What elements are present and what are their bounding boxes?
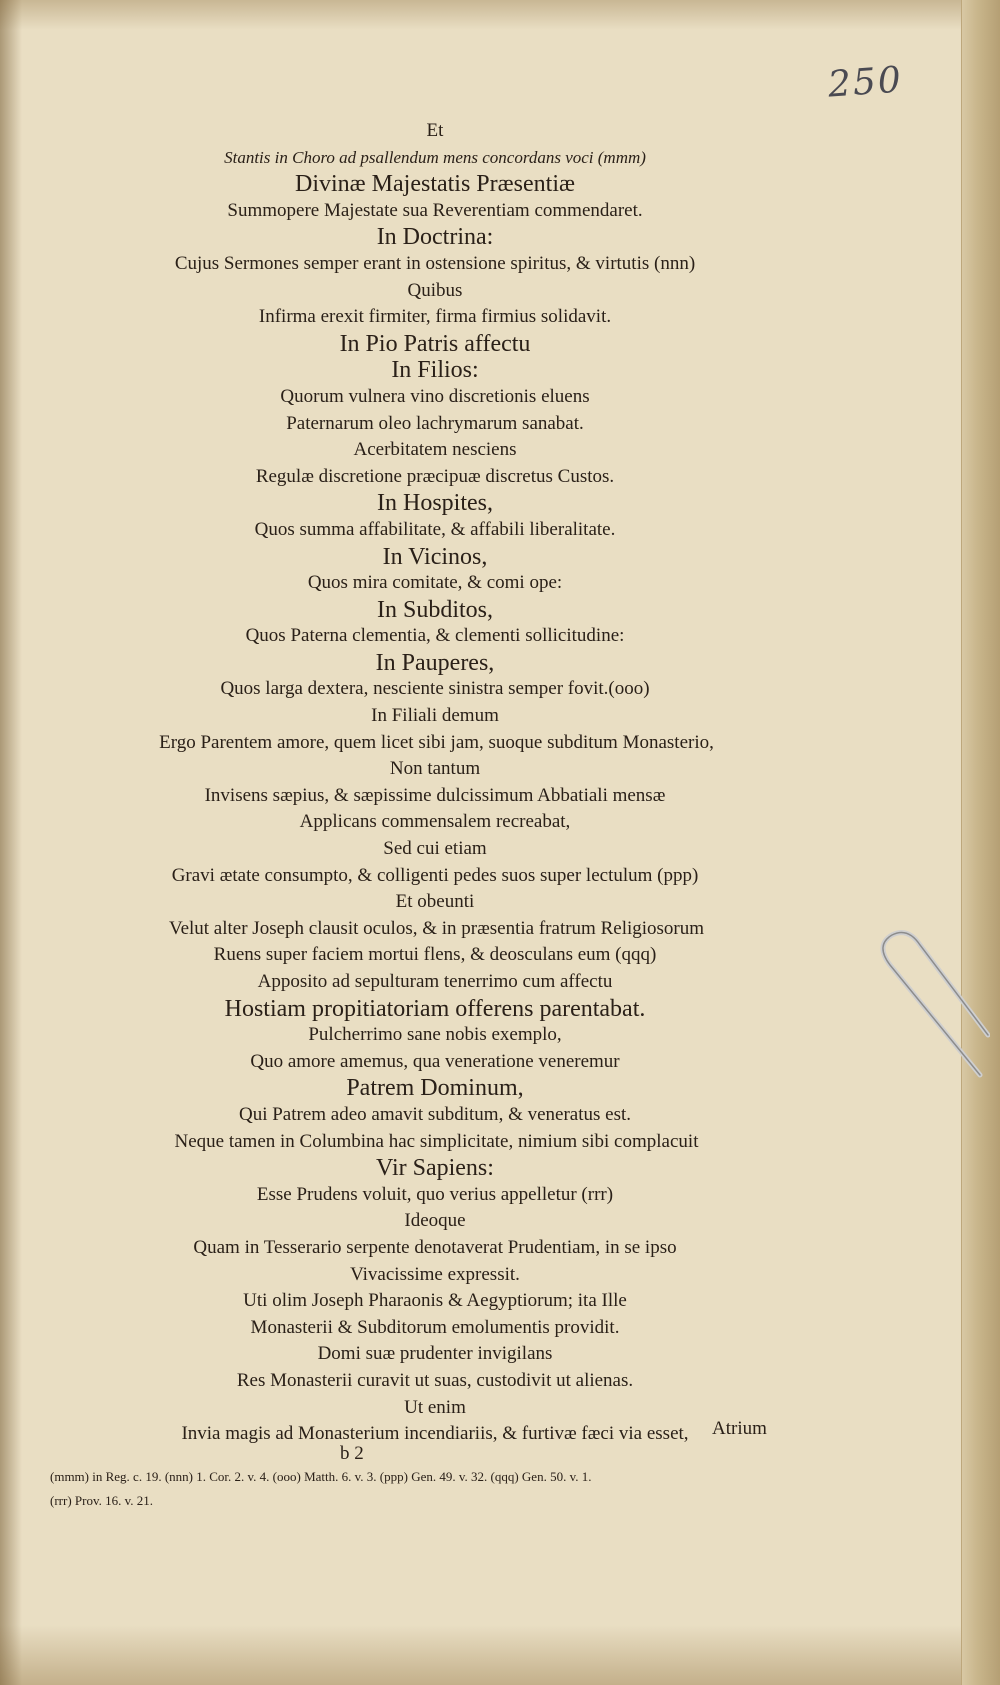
text-line: In Pio Patris affectu xyxy=(339,330,531,357)
text-line: Quos larga dextera, nesciente sinistra semper fovit.(ooo) xyxy=(220,678,650,700)
text-line: Domi suæ prudenter invigilans xyxy=(317,1343,553,1365)
footnote-line: (rrr) Prov. 16. v. 21. xyxy=(50,1493,154,1508)
text-line: Qui Patrem adeo amavit subditum, & veneratus est. xyxy=(238,1103,632,1125)
footnotes xyxy=(50,1465,820,1513)
text-line: Summopere Majestate sua Reverentiam commendaret. xyxy=(227,199,643,221)
text-line: Quos mira comitate, & comi ope: xyxy=(307,572,563,594)
text-line: Divinæ Majestatis Præsentiæ xyxy=(294,171,575,198)
footnote-line: (mmm) in Reg. c. 19. (nnn) 1. Cor. 2. v. 4. (ooo) Matth. 6. v. 3. (ppp) Gen. 49. v. 32. (qqq) Gen. 50. v. 1. xyxy=(50,1469,592,1484)
text-line: Paternarum oleo lachrymarum sanabat. xyxy=(286,412,584,434)
text-line: In Doctrina: xyxy=(376,224,494,251)
signature-mark: b 2 xyxy=(340,1443,364,1464)
text-line: Sed cui etiam xyxy=(383,838,487,860)
catchword: Atrium xyxy=(712,1418,767,1439)
text-line: Ergo Parentem amore, quem licet sibi jam, suoque subditum Monasterio, xyxy=(159,731,714,753)
text-line: Quos summa affabilitate, & affabili liberalitate. xyxy=(254,518,616,540)
text-line: Hostiam propitiatoriam offerens parentabat. xyxy=(224,995,646,1022)
main-text xyxy=(40,118,830,1448)
text-line: Quam in Tesserario serpente denotaverat Prudentiam, in se ipso xyxy=(193,1236,677,1258)
text-line: Monasterii & Subditorum emolumentis providit. xyxy=(250,1316,620,1338)
text-line: Regulæ discretione præcipuæ discretus Custos. xyxy=(255,465,615,487)
text-line: Cujus Sermones semper erant in ostensione spiritus, & virtutis (nnn) xyxy=(174,252,696,274)
text-line: Patrem Dominum, xyxy=(346,1075,524,1102)
text-line: Applicans commensalem recreabat, xyxy=(299,811,571,833)
text-line: In Subditos, xyxy=(376,596,493,623)
text-line: Quibus xyxy=(407,279,463,301)
text-line: Vivacissime expressit. xyxy=(350,1263,520,1285)
text-line: Ut enim xyxy=(404,1396,466,1418)
text-line: Gravi ætate consumpto, & colligenti pedes suos super lectulum (ppp) xyxy=(171,864,699,886)
text-line: Quorum vulnera vino discretionis eluens xyxy=(280,385,590,407)
text-line: In Filios: xyxy=(391,357,479,384)
text-line: Uti olim Joseph Pharaonis & Aegyptiorum; ita Ille xyxy=(243,1290,627,1312)
text-line: Neque tamen in Columbina hac simplicitate, nimium sibi complacuit xyxy=(174,1130,699,1152)
text-line: Invisens sæpius, & sæpissime dulcissimum Abbatiali mensæ xyxy=(204,784,666,806)
text-line: Acerbitatem nesciens xyxy=(353,439,517,461)
folio-number: 250 xyxy=(826,59,905,106)
paperclip-icon xyxy=(870,925,990,1085)
text-line: Et xyxy=(426,120,444,141)
text-line: Esse Prudens voluit, quo verius appelletur (rrr) xyxy=(256,1183,614,1205)
text-line: Non tantum xyxy=(389,758,481,780)
text-line: Infirma erexit firmiter, firma firmius solidavit. xyxy=(258,306,612,328)
text-line: Velut alter Joseph clausit oculos, & in præsentia fratrum Religiosorum xyxy=(168,917,705,939)
text-line: In Vicinos, xyxy=(382,543,488,570)
text-line: Quos Paterna clementia, & clementi sollicitudine: xyxy=(245,625,625,647)
text-line: Quo amore amemus, qua veneratione veneremur xyxy=(250,1050,620,1072)
text-line: Ruens super faciem mortui flens, & deosculans eum (qqq) xyxy=(213,944,657,966)
text-line: Et obeunti xyxy=(395,891,475,913)
text-line: Ideoque xyxy=(404,1210,466,1232)
text-line: Pulcherrimo sane nobis exemplo, xyxy=(308,1024,562,1046)
text-line: Res Monasterii curavit ut suas, custodivit ut alienas. xyxy=(236,1369,634,1391)
text-line: Invia magis ad Monasterium incendiariis, & furtivæ fæci via esset, xyxy=(181,1423,689,1445)
text-line: In Filiali demum xyxy=(371,705,499,727)
text-line: In Pauperes, xyxy=(375,649,495,676)
text-line: Apposito ad sepulturam tenerrimo cum affectu xyxy=(257,971,613,992)
page-edge xyxy=(961,0,1000,1685)
text-line: Vir Sapiens: xyxy=(376,1155,494,1182)
text-line: Stantis in Choro ad psallendum mens concordans voci (mmm) xyxy=(224,147,646,167)
text-line: In Hospites, xyxy=(377,490,493,517)
